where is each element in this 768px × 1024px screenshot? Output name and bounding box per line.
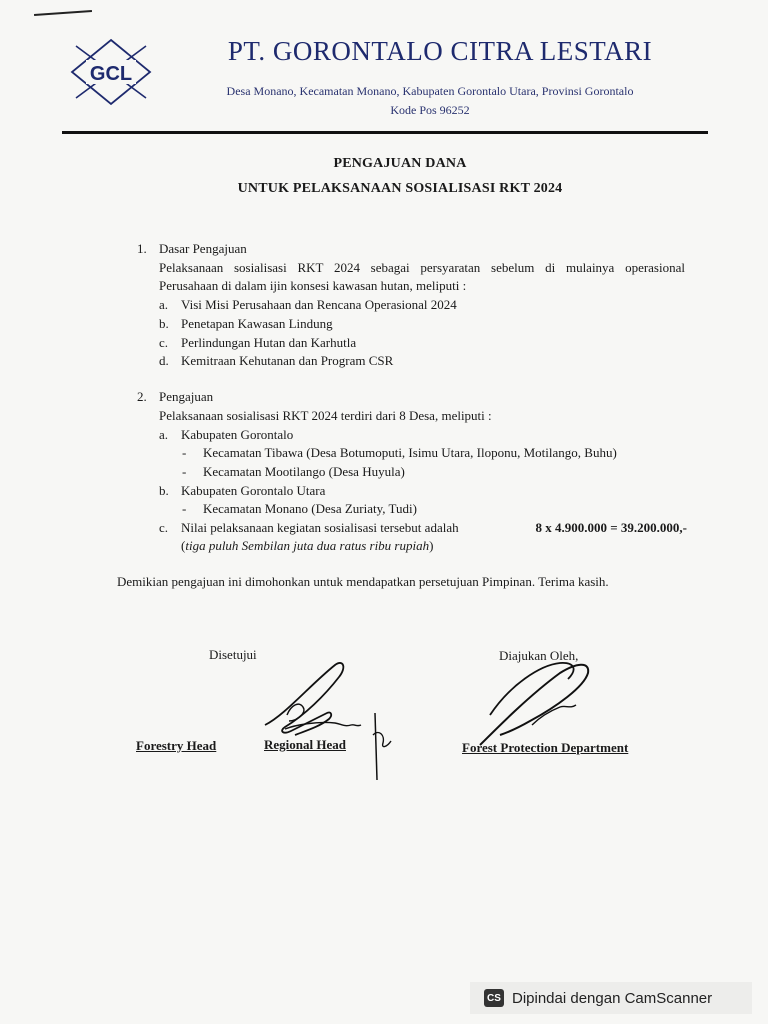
regency-gorontalo: Kabupaten Gorontalo [181,427,294,442]
address-line-2: Kode Pos 96252 [390,103,470,117]
company-logo [66,36,156,108]
company-name: PT. GORONTALO CITRA LESTARI [227,36,653,66]
section-1-heading: Dasar Pengajuan [159,241,247,256]
camscanner-icon: CS [484,989,504,1007]
regional-head-title: Regional Head [264,737,346,752]
section-2-intro: Pelaksanaan sosialisasi RKT 2024 terdiri dari 8 Desa, meliputi : [159,408,492,423]
list-item-marker: d. [159,353,169,368]
list-item: Perlindungan Hutan dan Karhutla [181,335,357,350]
approved-label: Disetujui [209,647,257,662]
camscanner-watermark [470,982,752,1014]
list-item-marker: a. [159,427,169,442]
activity-value-amount: 8 x 4.900.000 = 39.200.000,- [535,520,687,535]
dash-marker: - [182,445,187,460]
signature-regional-head [255,655,405,785]
company-address [170,82,690,120]
document-title-line-1: PENGAJUAN DANA [333,156,467,171]
list-item: Penetapan Kawasan Lindung [181,316,333,331]
section-2-heading: Pengajuan [159,389,214,404]
section-1-intro-line-1: Pelaksanaan sosialisasi RKT 2024 sebagai persyaratan sebelum di mulainya operasional [159,260,685,275]
list-item: Visi Misi Perusahaan dan Rencana Operasional 2024 [181,297,457,312]
regency-gorontalo-utara: Kabupaten Gorontalo Utara [181,483,326,498]
dash-marker: - [182,464,187,479]
list-item-marker: c. [159,520,169,535]
amount-in-words: (tiga puluh Sembilan juta dua ratus ribu rupiah) [181,538,434,553]
forest-protection-title: Forest Protection Department [462,740,629,755]
letterhead-divider [62,131,708,134]
list-item: Kemitraan Kehutanan dan Program CSR [181,353,394,368]
section-1-number: 1. [137,241,147,256]
pen-mark [34,10,92,16]
document-title-line-2: UNTUK PELAKSANAAN SOSIALISASI RKT 2024 [237,181,563,196]
list-item-marker: b. [159,316,169,331]
district-monano: Kecamatan Monano (Desa Zuriaty, Tudi) [203,501,417,516]
activity-value-line [181,519,687,537]
section-1-intro-line-2: Perusahaan di dalam ijin konsesi kawasan hutan, meliputi : [159,278,467,293]
section-2-number: 2. [137,389,147,404]
address-line-1: Desa Monano, Kecamatan Monano, Kabupaten Gorontalo Utara, Provinsi Gorontalo [226,84,634,98]
dash-marker: - [182,501,187,516]
list-item-marker: a. [159,297,169,312]
logo-text: GCL [89,63,133,85]
camscanner-text: Dipindai dengan CamScanner [512,989,713,1007]
district-mootilango: Kecamatan Mootilango (Desa Huyula) [203,464,405,479]
closing-statement: Demikian pengajuan ini dimohonkan untuk mendapatkan persetujuan Pimpinan. Terima kasih. [117,574,609,589]
district-tibawa: Kecamatan Tibawa (Desa Botumoputi, Isimu Utara, Iloponu, Motilango, Buhu) [203,445,617,460]
submitted-label: Diajukan Oleh, [499,648,579,663]
list-item-marker: c. [159,335,169,350]
list-item-marker: b. [159,483,169,498]
forestry-head-title: Forestry Head [136,738,217,753]
activity-value-text: Nilai pelaksanaan kegiatan sosialisasi tersebut adalah [181,520,459,535]
